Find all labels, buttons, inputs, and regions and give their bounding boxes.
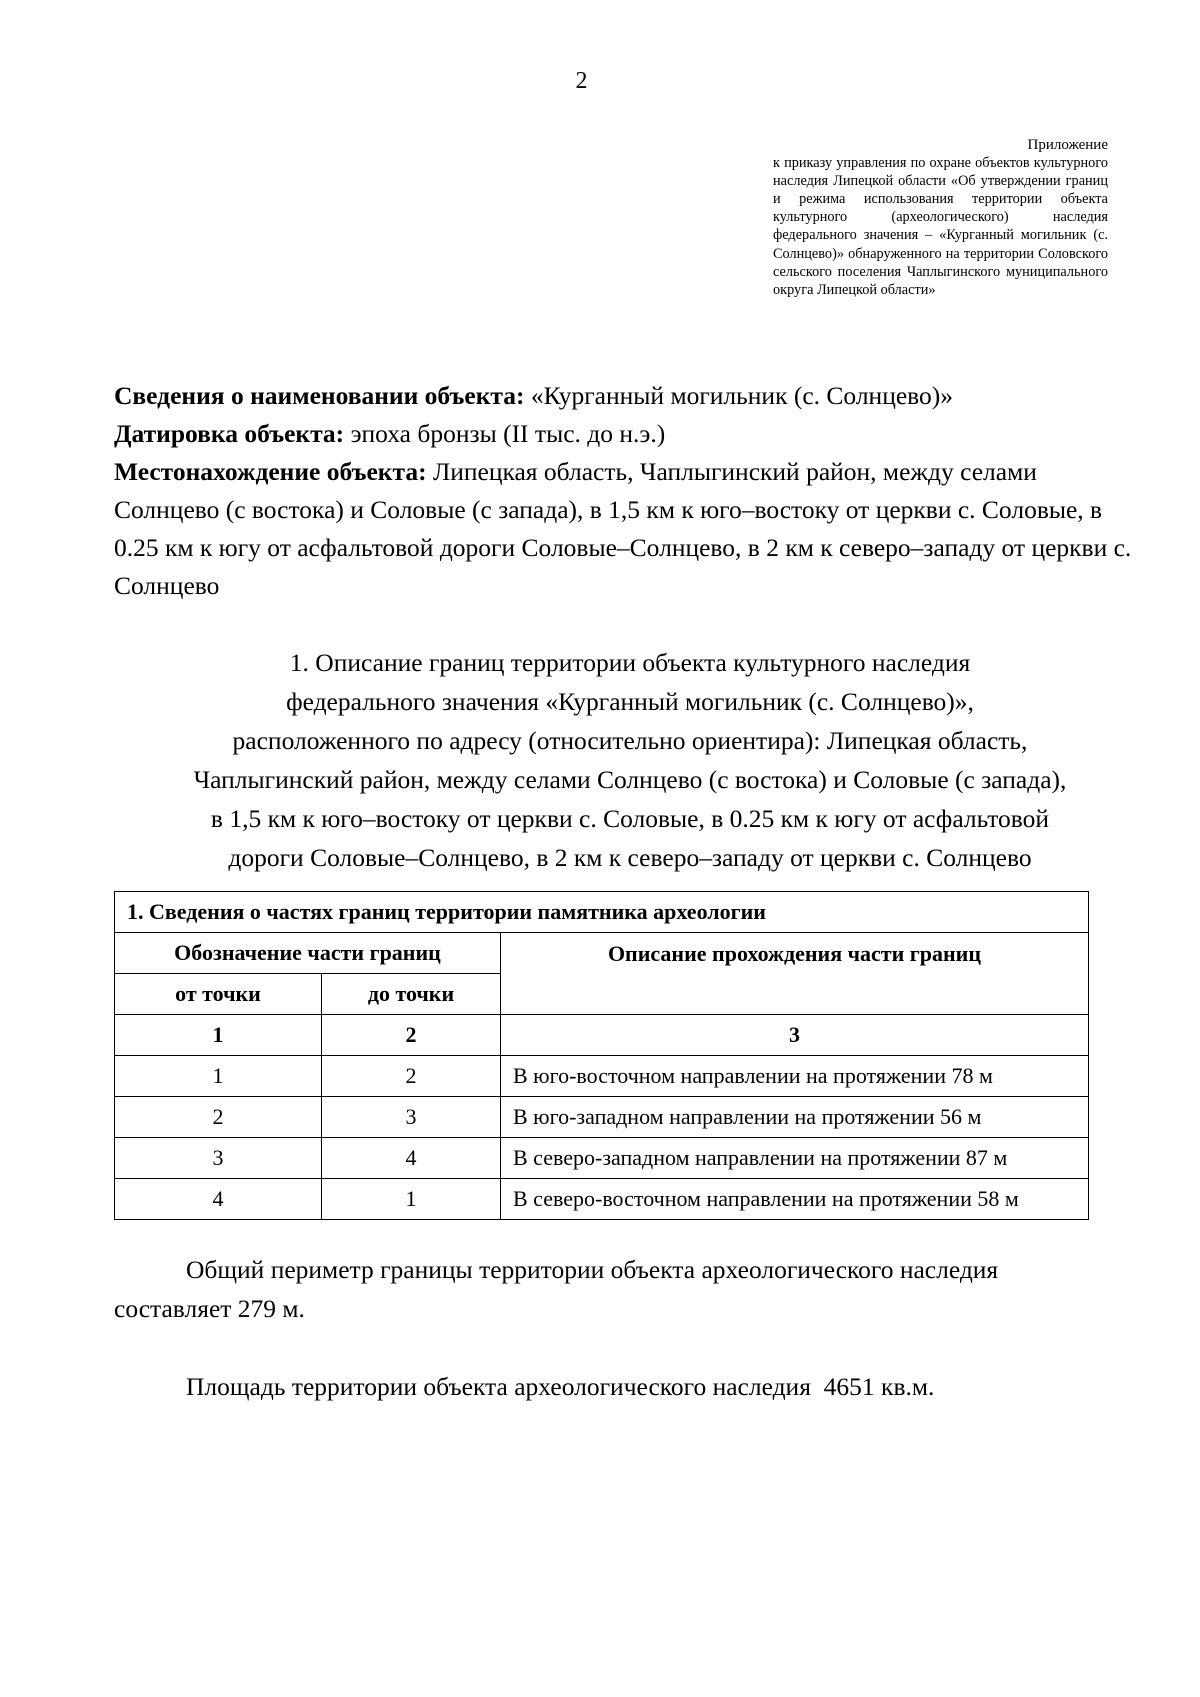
object-date-paragraph bbox=[114, 415, 1144, 453]
object-name-paragraph bbox=[114, 377, 1144, 415]
cell-description: В юго-восточном направлении на протяжении 78 м bbox=[501, 1056, 1089, 1097]
appendix-title: Приложение bbox=[1027, 137, 1108, 153]
table-row bbox=[115, 1179, 1089, 1220]
table-row bbox=[115, 1097, 1089, 1138]
appendix-body: к приказу управления по охране объектов культурного наследия Липецкой области «Об утверждении границ и режима использования территории объекта культурного (археологического) наследия федерального значения – «Курганный могильник (с. Солнцево)» обнаруженного на территории Соловского сельского поселения Чаплыгинского муниципального округа Липецкой области» bbox=[773, 155, 1108, 298]
section-heading-line: 1. Описание границ территории объекта культурного наследия bbox=[289, 648, 971, 677]
table-column-numbers-row bbox=[115, 1015, 1089, 1056]
column-number: 3 bbox=[501, 1015, 1089, 1056]
column-number: 2 bbox=[322, 1015, 501, 1056]
area-text: Площадь территории объекта археологического наследия 4651 кв.м. bbox=[186, 1372, 935, 1401]
section-heading bbox=[100, 643, 1160, 877]
object-location-label: Местонахождение объекта: bbox=[114, 457, 427, 486]
section-heading-line: в 1,5 км к юго–востоку от церкви с. Соловые, в 0.25 км к югу от асфальтовой bbox=[210, 804, 1050, 833]
header-to-point: до точки bbox=[322, 974, 501, 1015]
table-row bbox=[115, 1138, 1089, 1179]
cell-to-point: 4 bbox=[322, 1138, 501, 1179]
appendix-note bbox=[773, 136, 1108, 299]
boundary-table bbox=[114, 891, 1089, 1220]
section-heading-line: Чаплыгинский район, между селами Солнцево (с востока) и Соловые (с запада), bbox=[193, 765, 1067, 794]
table-header-row bbox=[115, 933, 1089, 974]
header-boundary-part: Обозначение части границ bbox=[115, 933, 501, 974]
table-caption: 1. Сведения о частях границ территории памятника археологии bbox=[115, 892, 1089, 933]
table-row bbox=[115, 1056, 1089, 1097]
object-info bbox=[114, 377, 1144, 605]
perimeter-summary bbox=[114, 1250, 1089, 1328]
cell-from-point: 3 bbox=[115, 1138, 322, 1179]
object-date-value: эпоха бронзы (II тыс. до н.э.) bbox=[344, 419, 666, 448]
object-location-paragraph bbox=[114, 453, 1144, 605]
object-name-value: «Курганный могильник (с. Солнцево)» bbox=[524, 381, 954, 410]
cell-description: В северо-западном направлении на протяжении 87 м bbox=[501, 1138, 1089, 1179]
cell-to-point: 3 bbox=[322, 1097, 501, 1138]
section-heading-line: расположенного по адресу (относительно ориентира): Липецкая область, bbox=[232, 726, 1028, 755]
object-name-label: Сведения о наименовании объекта: bbox=[114, 381, 525, 410]
cell-from-point: 1 bbox=[115, 1056, 322, 1097]
section-heading-line: федерального значения «Курганный могильник (с. Солнцево)», bbox=[286, 687, 974, 716]
section-heading-line: дороги Соловые–Солнцево, в 2 км к северо–западу от церкви с. Солнцево bbox=[228, 843, 1032, 872]
header-description: Описание прохождения части границ bbox=[501, 933, 1089, 1015]
column-number: 1 bbox=[115, 1015, 322, 1056]
object-date-label: Датировка объекта: bbox=[114, 419, 345, 448]
cell-from-point: 4 bbox=[115, 1179, 322, 1220]
cell-to-point: 1 bbox=[322, 1179, 501, 1220]
page-number: 2 bbox=[575, 68, 588, 94]
cell-to-point: 2 bbox=[322, 1056, 501, 1097]
header-from-point: от точки bbox=[115, 974, 322, 1015]
cell-from-point: 2 bbox=[115, 1097, 322, 1138]
table-caption-row bbox=[115, 892, 1089, 933]
cell-description: В северо-восточном направлении на протяжении 58 м bbox=[501, 1179, 1089, 1220]
perimeter-text: Общий периметр границы территории объекта археологического наследия составляет 279 м. bbox=[114, 1255, 999, 1323]
cell-description: В юго-западном направлении на протяжении 56 м bbox=[501, 1097, 1089, 1138]
object-location-value: Липецкая область, Чаплыгинский район, между селами Солнцево (с востока) и Соловые (с запада), в 1,5 км к юго–востоку от церкви с. Соловые, в 0.25 км к югу от асфальтовой дороги Соловые–Солнцево, в 2 км к северо–западу от церкви с. Солнцево bbox=[114, 457, 1132, 600]
